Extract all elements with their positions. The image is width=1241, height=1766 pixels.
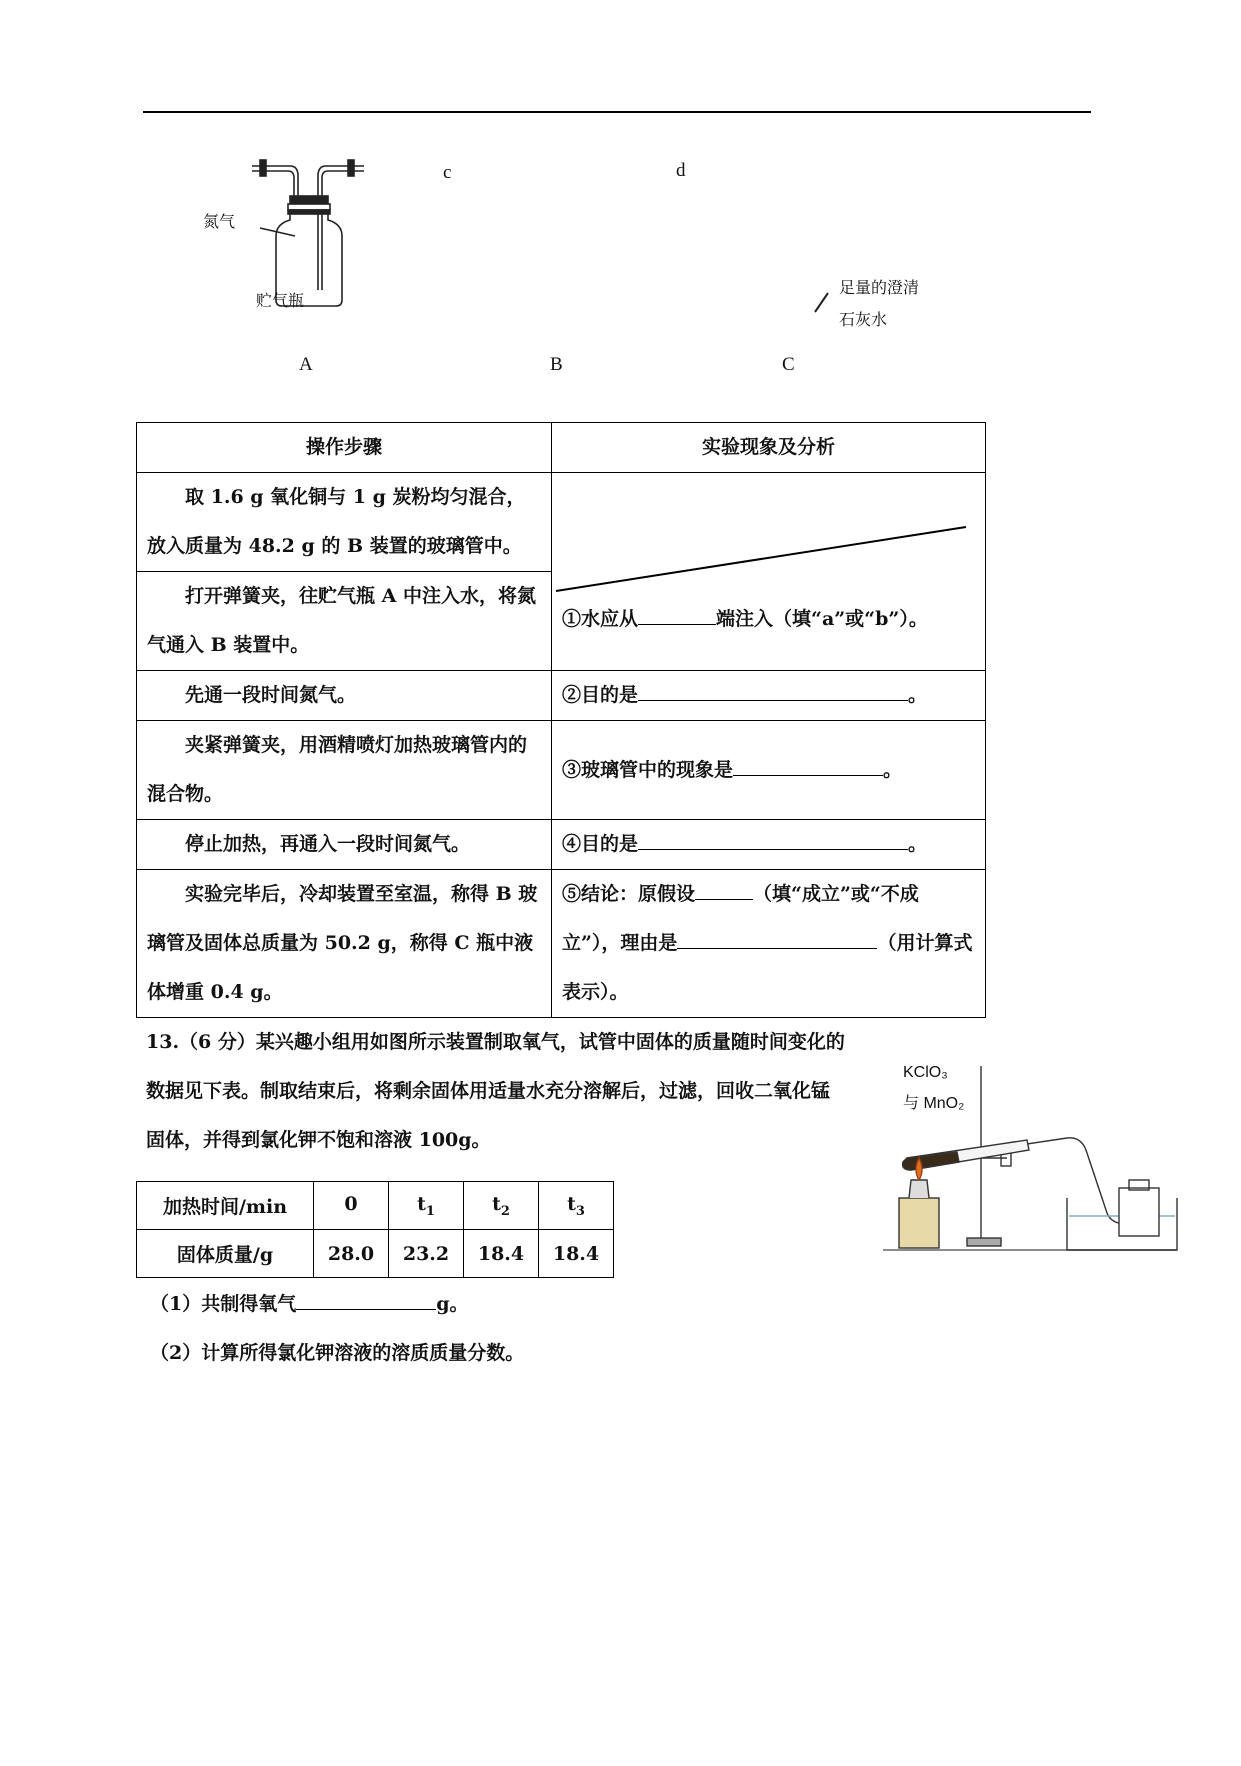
ops-step: 停止加热，再通入一段时间氮气。	[137, 820, 552, 870]
blank-q4[interactable]	[638, 829, 908, 850]
ops-step: 打开弹簧夹，往贮气瓶 A 中注入水，将氮气通入 B 装置中。	[137, 572, 552, 671]
ops-header-steps: 操作步骤	[137, 423, 552, 473]
label-B: B	[550, 354, 563, 375]
row-label-time: 加热时间/min	[137, 1182, 314, 1230]
analysis-q1: ①水应从 端注入（填“a”或“b”）。	[562, 595, 928, 644]
ops-step: 实验完毕后，冷却装置至室温，称得 B 玻璃管及固体总质量为 50.2 g，称得 C 瓶中液体增重 0.4 g。	[137, 870, 552, 1018]
analysis-q4: ④目的是 。	[552, 820, 986, 870]
bottle-name-label: 贮气瓶	[256, 291, 305, 310]
mass-cell: 18.4	[464, 1230, 539, 1278]
time-cell: $t_1$	[389, 1182, 464, 1230]
ops-header-analysis: 实验现象及分析	[552, 423, 986, 473]
blank-q2[interactable]	[638, 680, 908, 701]
mass-cell: 28.0	[314, 1230, 389, 1278]
analysis-q2: ②目的是 。	[552, 671, 986, 721]
limewater-label-1: 足量的澄清	[839, 278, 920, 297]
analysis-q3: ③玻璃管中的现象是 。	[552, 721, 986, 820]
limewater-pointer	[812, 290, 832, 316]
mass-cell: 23.2	[389, 1230, 464, 1278]
ops-step: 夹紧弹簧夹，用酒精喷灯加热玻璃管内的混合物。	[137, 721, 552, 820]
q13-sub2: （2）计算所得氯化钾溶液的溶质质量分数。	[150, 1342, 525, 1364]
mass-row-mass	[137, 1230, 614, 1278]
ops-step: 取 1.6 g 氧化铜与 1 g 炭粉均匀混合，放入质量为 48.2 g 的 B 装置的玻璃管中。	[137, 473, 552, 572]
apparatus-label-2: 与 MnO₂	[903, 1095, 965, 1112]
analysis-q5: ⑤结论：原假设 （填“成立”或“不成立”），理由是 （用计算式表示）。	[552, 870, 986, 1018]
blank-q1[interactable]	[638, 604, 716, 625]
label-c: c	[443, 162, 452, 183]
time-cell: $t_2$	[464, 1182, 539, 1230]
ops-header-row	[137, 423, 986, 473]
blank-q5b[interactable]	[677, 928, 877, 949]
label-A: A	[299, 354, 313, 375]
oxygen-apparatus	[877, 1058, 1187, 1258]
apparatus-label-1: KClO₃	[903, 1064, 948, 1081]
mass-table	[136, 1181, 614, 1278]
gas-bottle-diagram	[240, 150, 390, 310]
blank-oxygen[interactable]	[296, 1289, 436, 1310]
ops-step: 先通一段时间氮气。	[137, 671, 552, 721]
ops-row	[137, 671, 986, 721]
label-C: C	[782, 354, 795, 375]
mass-row-time	[137, 1182, 614, 1230]
ops-row	[137, 870, 986, 1018]
q13-text: 13.（6 分）某兴趣小组用如图所示装置制取氧气，试管中固体的质量随时间变化的数据见下表。制取结束后，将剩余固体用适量水充分溶解后，过滤，回收二氧化锰固体，并得到氯化钾不饱和溶液 100g。	[146, 1031, 845, 1151]
label-d: d	[676, 160, 686, 181]
mass-cell: 18.4	[539, 1230, 614, 1278]
header-rule	[143, 111, 1091, 113]
bottle-gas-label: 氮气	[203, 212, 236, 231]
ops-row	[137, 721, 986, 820]
ops-analysis-merged	[552, 473, 986, 671]
row-label-mass: 固体质量/g	[137, 1230, 314, 1278]
ops-row	[137, 473, 986, 572]
time-cell: $t_3$	[539, 1182, 614, 1230]
time-cell: 0	[314, 1182, 389, 1230]
operations-table	[136, 422, 986, 1018]
ops-row	[137, 820, 986, 870]
q13-sub1: （1）共制得氧气 g。	[150, 1280, 469, 1329]
blank-q3[interactable]	[733, 755, 883, 776]
limewater-label-2: 石灰水	[839, 310, 888, 329]
blank-q5a[interactable]	[695, 879, 753, 900]
